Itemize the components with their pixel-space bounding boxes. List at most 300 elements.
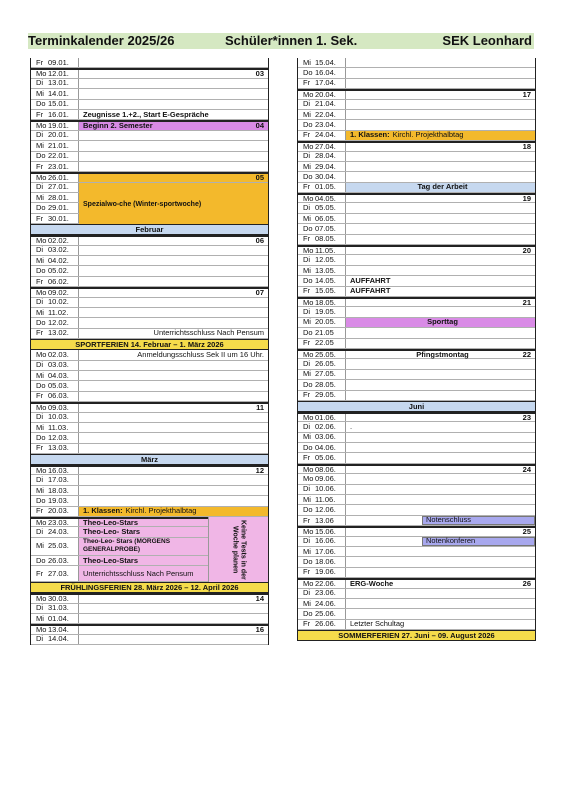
calendar-row — [298, 422, 535, 432]
calendar-row — [298, 172, 535, 182]
event-cell — [345, 547, 535, 556]
date: 25.05. — [315, 349, 336, 359]
weekday: Di — [36, 603, 44, 613]
weekday: Mi — [303, 494, 311, 504]
event-cell — [345, 318, 535, 327]
event-cell — [345, 287, 535, 296]
banner-sportferien: SPORTFERIEN 14. Februar – 1. März 2026 — [31, 339, 268, 350]
weekday: Mo — [36, 402, 47, 412]
event-cell — [78, 329, 268, 338]
weekday: Fr — [303, 234, 311, 244]
date: 04.03. — [48, 370, 69, 380]
calendar-row — [298, 443, 535, 453]
date: 09.03. — [48, 402, 69, 412]
event-cell — [345, 339, 535, 348]
date: 16.01. — [48, 109, 69, 119]
calendar-row — [298, 266, 535, 276]
event-cell — [78, 614, 268, 623]
date: 25.03. — [48, 541, 69, 551]
calendar-row — [298, 609, 535, 619]
event-cell — [345, 100, 535, 109]
date: 04.06. — [315, 442, 336, 452]
weekday: Di — [36, 412, 44, 422]
calendar-row — [298, 307, 535, 317]
date: 21.01. — [48, 140, 69, 150]
calendar-row — [298, 547, 535, 557]
weekday: Do — [303, 505, 313, 515]
calendar-row — [298, 120, 535, 130]
event-cell — [345, 195, 535, 202]
date: 12.03. — [48, 432, 69, 442]
date: 01.06. — [315, 412, 336, 422]
weekday: Fr — [36, 328, 44, 338]
calendar-row — [31, 361, 268, 371]
weekday: Mi — [36, 307, 44, 317]
week-number: 07 — [255, 287, 264, 297]
weekday: Di — [303, 203, 311, 213]
calendar-row — [31, 79, 268, 89]
calendar-row — [298, 141, 535, 151]
weekday: Do — [36, 151, 46, 161]
weekday: Mo — [303, 193, 314, 203]
weekday: Fr — [36, 57, 44, 67]
date: 24.04. — [315, 130, 336, 140]
event-cell — [345, 599, 535, 608]
calendar-row — [298, 537, 535, 547]
event-cell — [345, 351, 535, 358]
calendar-row — [298, 505, 535, 515]
event-cell — [345, 110, 535, 119]
week-number: 23 — [522, 412, 531, 422]
header-bar — [28, 33, 534, 49]
date: 29.05. — [315, 390, 336, 400]
weekday: Fr — [303, 286, 311, 296]
weekday: Di — [36, 78, 44, 88]
event-cell — [345, 307, 535, 316]
weekday: Do — [36, 432, 46, 442]
calendar-row — [298, 349, 535, 359]
event-cell — [345, 131, 535, 140]
weekday: Di — [36, 297, 44, 307]
event-cell — [345, 162, 535, 171]
date: 29.04. — [315, 161, 336, 171]
calendar-row — [31, 110, 268, 120]
event-text: Notenschluss — [426, 515, 472, 525]
weekday: Do — [36, 266, 46, 276]
date: 04.02. — [48, 255, 69, 265]
calendar-row — [298, 516, 535, 526]
spezialwoche-label: Spezialwo-che (Winter-sportwoche) — [79, 184, 268, 224]
date: 12.01. — [48, 69, 69, 79]
calendar-row — [31, 604, 268, 614]
weekday: Do — [303, 609, 313, 619]
weekday: Di — [36, 182, 44, 192]
date: 20.05. — [315, 317, 336, 327]
date: 20.04. — [315, 89, 336, 99]
week-number: 20 — [522, 245, 531, 255]
week-number: 21 — [522, 297, 531, 307]
calendar-row — [31, 277, 268, 287]
calendar-row — [31, 392, 268, 402]
date: 20.03. — [48, 506, 69, 516]
date: 19.01. — [48, 121, 69, 131]
keine-tests-text: Keine Tests in der Woche planen — [231, 519, 247, 580]
calendar-row — [298, 245, 535, 255]
weekday: Mo — [36, 235, 47, 245]
calendar-row — [31, 329, 268, 339]
date: 26.01. — [48, 173, 69, 182]
weekday: Do — [36, 555, 46, 565]
date: 27.01. — [48, 182, 69, 192]
date: 08.05. — [315, 234, 336, 244]
calendar-row — [298, 235, 535, 245]
weekday: Mo — [303, 526, 314, 536]
event-text: AUFFAHRT — [350, 286, 391, 296]
event-cell — [345, 299, 535, 306]
weekday: Do — [36, 99, 46, 109]
calendar-row — [298, 58, 535, 68]
banner-sommerferien: SOMMERFERIEN 27. Juni – 09. August 2026 — [298, 630, 535, 641]
event-cell — [345, 414, 535, 421]
event-cell — [345, 474, 535, 483]
calendar-row — [298, 297, 535, 307]
event-cell — [78, 604, 268, 613]
banner-juni: Juni — [298, 401, 535, 412]
weekday: Di — [36, 527, 44, 537]
event-cell — [78, 277, 268, 286]
date: 11.06. — [315, 494, 336, 504]
event-cell — [345, 485, 535, 494]
weekday: Do — [303, 68, 313, 78]
event-cell — [345, 224, 535, 233]
weekday: Di — [36, 475, 44, 485]
date: 26.05. — [315, 359, 336, 369]
calendar-row — [31, 423, 268, 433]
weekday: Mi — [303, 546, 311, 556]
date: 11.02. — [48, 307, 69, 317]
event-text: Notenkonferen — [426, 536, 476, 546]
event-text: ERG-Woche — [350, 578, 394, 588]
calendar-row — [298, 131, 535, 141]
date: 25.06. — [315, 609, 336, 619]
event-text: Pfingstmontag — [416, 349, 469, 359]
calendar-row — [298, 318, 535, 328]
event-cell — [78, 79, 268, 88]
weekday: Fr — [36, 443, 44, 453]
event-cell — [345, 620, 535, 629]
weekday: Di — [303, 421, 311, 431]
event-cell — [345, 391, 535, 400]
event-text: . — [350, 421, 353, 431]
week-number: 18 — [522, 141, 531, 151]
week-number: 26 — [522, 578, 531, 588]
date: 10.02. — [48, 297, 69, 307]
weekday: Mo — [36, 465, 47, 475]
event-cell — [345, 495, 535, 504]
weekday: Mo — [303, 349, 314, 359]
date: 17.04. — [315, 78, 336, 88]
date: 10.06. — [315, 484, 336, 494]
calendar-row — [31, 635, 268, 645]
calendar-row — [298, 412, 535, 422]
date: 12.05. — [315, 255, 336, 265]
event-text: 1. Klassen: — [83, 506, 123, 516]
date: 24.03. — [48, 527, 69, 537]
event-cell — [78, 361, 268, 370]
calendar-row — [31, 308, 268, 318]
event-cell — [345, 528, 535, 535]
week-number: 25 — [522, 526, 531, 536]
date: 22.06. — [315, 578, 336, 588]
calendar-row — [31, 444, 268, 454]
event-cell — [345, 422, 535, 431]
event-cell — [78, 256, 268, 265]
weekday: Mo — [36, 593, 47, 603]
calendar-row — [31, 89, 268, 99]
date: 26.06. — [315, 619, 336, 629]
date: 23.04. — [315, 120, 336, 130]
event-cell — [78, 626, 268, 633]
event-cell — [345, 183, 535, 192]
calendar-row — [31, 614, 268, 624]
date: 11.05. — [315, 245, 336, 255]
event-cell — [345, 152, 535, 161]
weekday: Do — [303, 223, 313, 233]
calendar-row — [298, 578, 535, 588]
event-cell — [78, 308, 268, 317]
event-cell — [345, 359, 535, 368]
date: 18.03. — [48, 485, 69, 495]
weekday: Mo — [303, 473, 314, 483]
event-cell — [78, 507, 268, 516]
date: 18.05. — [315, 297, 336, 307]
date: 05.03. — [48, 381, 69, 391]
calendar-row — [31, 100, 268, 110]
date: 14.05. — [315, 275, 336, 285]
event-cell — [78, 58, 268, 67]
event-cell — [78, 381, 268, 390]
date: 13.05. — [315, 265, 336, 275]
weekday: Mo — [36, 69, 47, 79]
calendar-row — [298, 464, 535, 474]
calendar-row — [31, 433, 268, 443]
weekday: Di — [303, 99, 311, 109]
weekday: Fr — [36, 276, 44, 286]
event-cell — [78, 152, 268, 161]
weekday: Mi — [303, 598, 311, 608]
weekday: Do — [303, 275, 313, 285]
weekday: Di — [303, 588, 311, 598]
date: 06.02. — [48, 276, 69, 286]
date: 15.01. — [48, 99, 69, 109]
calendar-row — [298, 183, 535, 193]
calendar-row — [298, 359, 535, 369]
event-cell — [78, 289, 268, 296]
date: 29.01. — [48, 203, 69, 213]
date: 08.06. — [315, 464, 336, 474]
calendar-row — [298, 328, 535, 338]
weekday: Mo — [303, 464, 314, 474]
weekday: Do — [303, 327, 313, 337]
weekday: Do — [36, 203, 46, 213]
weekday: Mi — [36, 255, 44, 265]
event-cell — [345, 505, 535, 514]
weekday: Fr — [36, 506, 44, 516]
date: 05.05. — [315, 203, 336, 213]
weekday: Mo — [303, 141, 314, 151]
date: 19.05. — [315, 307, 336, 317]
event-cell — [345, 380, 535, 389]
date: 18.06. — [315, 557, 336, 567]
calendar-row — [31, 465, 268, 475]
calendar-row — [31, 120, 268, 130]
event-text: Zeugnisse 1.+2., Start E-Gespräche — [83, 109, 209, 119]
weekday: Do — [303, 557, 313, 567]
calendar-row — [298, 380, 535, 390]
calendar-row — [298, 224, 535, 234]
date: 13.06 — [315, 515, 334, 525]
event-text: Sporttag — [427, 317, 458, 327]
event-cell — [345, 328, 535, 337]
date: 26.03. — [48, 555, 69, 565]
banner-februar: Februar — [31, 224, 268, 235]
date: 24.06. — [315, 598, 336, 608]
event-cell — [345, 568, 535, 577]
calendar-row — [298, 89, 535, 99]
calendar-row — [298, 339, 535, 349]
date: 30.03. — [48, 593, 69, 603]
calendar-row — [298, 599, 535, 609]
event-cell — [78, 89, 268, 98]
date: 16.06. — [315, 536, 336, 546]
weekday: Di — [303, 359, 311, 369]
weekday: Mo — [36, 173, 47, 182]
date: 21.05 — [315, 327, 334, 337]
header-school: SEK Leonhard — [442, 33, 532, 48]
calendar-row — [31, 172, 268, 182]
date: 12.02. — [48, 318, 69, 328]
weekday: Di — [303, 484, 311, 494]
calendar-row — [31, 318, 268, 328]
week-number: 16 — [255, 625, 264, 635]
date: 28.01. — [48, 192, 69, 202]
event-cell — [345, 433, 535, 442]
date: 04.05. — [315, 193, 336, 203]
calendar-row — [298, 474, 535, 484]
calendar-row — [298, 255, 535, 265]
calendar-row — [298, 68, 535, 78]
date: 30.04. — [315, 172, 336, 181]
calendar-row — [31, 246, 268, 256]
event-text: Theo-Leo-Stars — [83, 517, 139, 527]
event-cell — [78, 566, 208, 581]
date: 11.03. — [48, 422, 69, 432]
weekday: Fr — [36, 568, 44, 578]
weekday: Fr — [36, 109, 44, 119]
weekday: Mi — [36, 88, 44, 98]
weekday: Do — [36, 318, 46, 328]
calendar-row — [31, 507, 268, 517]
weekday: Do — [303, 379, 313, 389]
event-cell — [345, 589, 535, 598]
date: 02.02. — [48, 235, 69, 245]
date: 19.03. — [48, 495, 69, 505]
event-cell — [345, 203, 535, 212]
weekday: Mo — [303, 245, 314, 255]
event-cell — [78, 467, 268, 474]
event-cell — [345, 247, 535, 254]
calendar-row — [298, 433, 535, 443]
calendar-row — [298, 557, 535, 567]
weekday: Fr — [303, 78, 311, 88]
event-cell — [78, 635, 268, 644]
week-number: 19 — [522, 193, 531, 203]
date: 09.02. — [48, 287, 69, 297]
event-cell — [78, 70, 268, 77]
event-cell — [78, 519, 208, 526]
calendar-row — [31, 131, 268, 141]
event-cell — [78, 556, 208, 565]
weekday: Di — [303, 536, 311, 546]
date: 14.04. — [48, 634, 69, 644]
weekday: Di — [36, 634, 44, 644]
calendar-row — [31, 475, 268, 485]
left-column — [30, 58, 269, 645]
calendar-row — [298, 193, 535, 203]
calendar-row — [31, 152, 268, 162]
date: 23.06. — [315, 588, 336, 598]
week-number: 22 — [522, 349, 531, 359]
calendar-row — [298, 526, 535, 536]
calendar-row — [31, 624, 268, 634]
weekday: Mo — [303, 412, 314, 422]
date: 14.01. — [48, 88, 69, 98]
calendar-row — [31, 141, 268, 151]
event-cell — [345, 91, 535, 98]
date: 23.03. — [48, 517, 69, 527]
calendar-row — [31, 486, 268, 496]
event-text: Theo-Leo-Stars — [83, 555, 139, 565]
weekday: Mi — [36, 485, 44, 495]
event-cell — [345, 172, 535, 181]
weekday: Fr — [303, 567, 311, 577]
event-cell — [78, 527, 208, 536]
weekday: Di — [36, 360, 44, 370]
date: 05.02. — [48, 266, 69, 276]
header-audience: Schüler*innen 1. Sek. — [225, 33, 358, 48]
event-cell — [78, 131, 268, 140]
weekday: Mi — [303, 213, 311, 223]
date: 27.04. — [315, 141, 336, 151]
date: 23.01. — [48, 161, 69, 171]
weekday: Di — [36, 130, 44, 140]
event-cell — [78, 110, 268, 119]
weekday: Mo — [303, 578, 314, 588]
event-cell — [78, 433, 268, 442]
event-cell — [78, 100, 268, 109]
event-cell — [345, 235, 535, 244]
event-text: Theo-Leo- Stars — [83, 527, 141, 537]
event-text: AUFFAHRT — [350, 275, 391, 285]
weekday: Di — [303, 151, 311, 161]
event-cell — [345, 609, 535, 618]
date: 01.04. — [48, 613, 69, 623]
weekday: Fr — [303, 338, 311, 348]
event-cell — [345, 370, 535, 379]
weekday: Mi — [303, 161, 311, 171]
week-number: 14 — [255, 593, 264, 603]
date: 17.03. — [48, 475, 69, 485]
